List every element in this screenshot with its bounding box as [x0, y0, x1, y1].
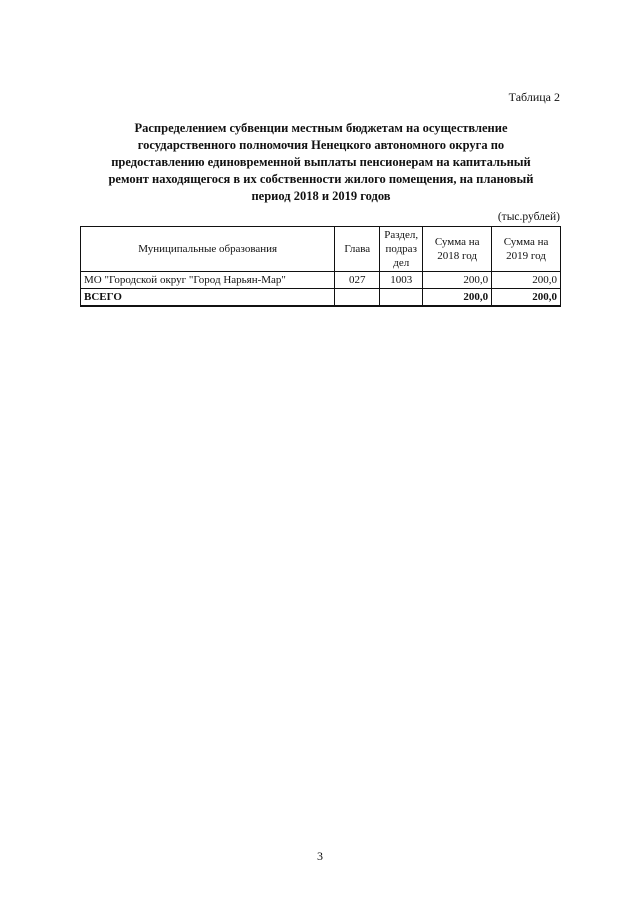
units-label: (тыс.рублей) [497, 211, 560, 223]
title-line: период 2018 и 2019 годов [251, 189, 391, 203]
title-line: государственного полномочия Ненецкого автономного округа по [137, 138, 505, 152]
header-municipality: Муниципальные образования [81, 227, 335, 272]
header-section-line: Раздел, [384, 229, 419, 241]
header-section-line: дел [393, 257, 410, 269]
table-number: Таблица 2 [508, 90, 560, 104]
cell-municipality: МО "Городской округ "Город Нарьян-Мар" [81, 272, 335, 289]
header-sum-2019 [492, 227, 561, 272]
cell-sum-2018: 200,0 [423, 272, 492, 289]
page-number: 3 [317, 849, 323, 863]
header-section-line: подраз [385, 243, 417, 255]
header-sum-2018-line: Сумма на [434, 236, 480, 248]
header-chapter: Глава [335, 227, 380, 272]
total-section [380, 289, 423, 307]
cell-sum-2019: 200,0 [492, 272, 561, 289]
title-line: Распределением субвенции местным бюджетам на осуществление [134, 121, 508, 135]
cell-chapter: 027 [335, 272, 380, 289]
header-sum-2019-line: Сумма на [503, 236, 549, 248]
total-label: ВСЕГО [81, 289, 335, 307]
table-row [81, 272, 561, 289]
table-header-row [81, 227, 561, 272]
total-row [81, 289, 561, 307]
total-sum-2019: 200,0 [492, 289, 561, 307]
header-sum-2019-line: 2019 год [506, 250, 546, 262]
header-section [380, 227, 423, 272]
cell-section: 1003 [380, 272, 423, 289]
total-sum-2018: 200,0 [423, 289, 492, 307]
title-line: ремонт находящегося в их собственности жилого помещения, на плановый [108, 172, 534, 186]
title-line: предоставлению единовременной выплаты пенсионерам на капитальный [111, 155, 531, 169]
budget-table [80, 226, 561, 307]
header-sum-2018 [423, 227, 492, 272]
document-title [80, 120, 562, 205]
header-sum-2018-line: 2018 год [437, 250, 478, 262]
total-chapter [335, 289, 380, 307]
